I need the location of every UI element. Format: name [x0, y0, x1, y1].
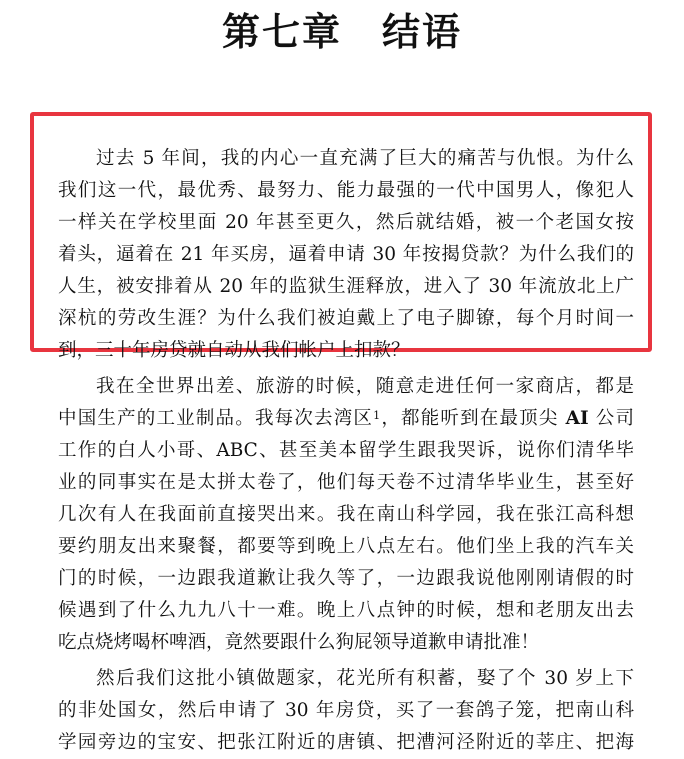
paragraph-2-line-5: 几次有人在我面前直接哭出来。我在南山科学园，我在张江高科想	[58, 504, 634, 525]
paragraph-1-line-7: 到，三十年房贷就自动从我们帐户上扣款？	[58, 340, 410, 361]
paragraph-2-line-2-text-a: 中国生产的工业制品。我每次去湾区	[58, 408, 374, 429]
paragraph-2-line-9: 吃点烧烤喝杯啤酒，竟然要跟什么狗屁领导道歉申请批准！	[58, 632, 540, 653]
paragraph-2-line-4: 业的同事实在是太拼太卷了，他们每天卷不过清华毕业生，甚至好	[58, 472, 634, 493]
paragraph-2-line-1: 我在全世界出差、旅游的时候，随意走进任何一家商店，都是	[96, 376, 634, 397]
paragraph-2-line-8: 候遇到了什么九九八十一难。晚上八点钟的时候，想和老朋友出去	[58, 600, 634, 621]
paragraph-2-line-6: 要约朋友出来聚餐，都要等到晚上八点左右。他们坐上我的汽车关	[58, 536, 634, 557]
paragraph-1-line-5: 人生，被安排着从 20 年的监狱生涯释放，进入了 30 年流放北上广	[58, 276, 634, 297]
ai-term: AI	[565, 408, 589, 429]
paragraph-1-line-4: 着头，逼着在 21 年买房，逼着申请 30 年按揭贷款？为什么我们的	[58, 244, 634, 265]
paragraph-1-line-1: 过去 5 年间，我的内心一直充满了巨大的痛苦与仇恨。为什么	[96, 148, 634, 169]
paragraph-2-line-3: 工作的白人小哥、ABC、甚至美本留学生跟我哭诉，说你们清华毕	[58, 440, 634, 461]
paragraph-3-line-2: 的非处国女，然后申请了 30 年房贷，买了一套鸽子笼，把南山科	[58, 700, 634, 721]
chapter-title: 第七章 结语	[221, 10, 462, 54]
paragraph-1-line-3: 一样关在学校里面 20 年甚至更久，然后就结婚，被一个老国女按	[58, 212, 634, 233]
paragraph-2-line-2	[58, 403, 634, 435]
body-text	[58, 143, 634, 759]
paragraph-3-line-3: 学园旁边的宝安、把张江附近的唐镇、把漕河泾附近的莘庄、把海	[58, 732, 634, 753]
paragraph-2-line-7: 门的时候，一边跟我道歉让我久等了，一边跟我说他刚刚请假的时	[58, 568, 634, 589]
paragraph-2-line-2-text-b: ，都能听到在最顶尖	[380, 408, 559, 429]
paragraph-1-line-6: 深杭的劳改生涯？为什么我们被迫戴上了电子脚镣，每个月时间一	[58, 308, 634, 329]
paragraph-3-line-1: 然后我们这批小镇做题家，花光所有积蓄，娶了个 30 岁上下	[96, 668, 634, 689]
footnote-marker: 1	[373, 409, 381, 422]
paragraph-1-line-2: 我们这一代，最优秀、最努力、能力最强的一代中国男人，像犯人	[58, 180, 634, 201]
paragraph-2-line-2-text-c: 公司	[595, 408, 634, 429]
